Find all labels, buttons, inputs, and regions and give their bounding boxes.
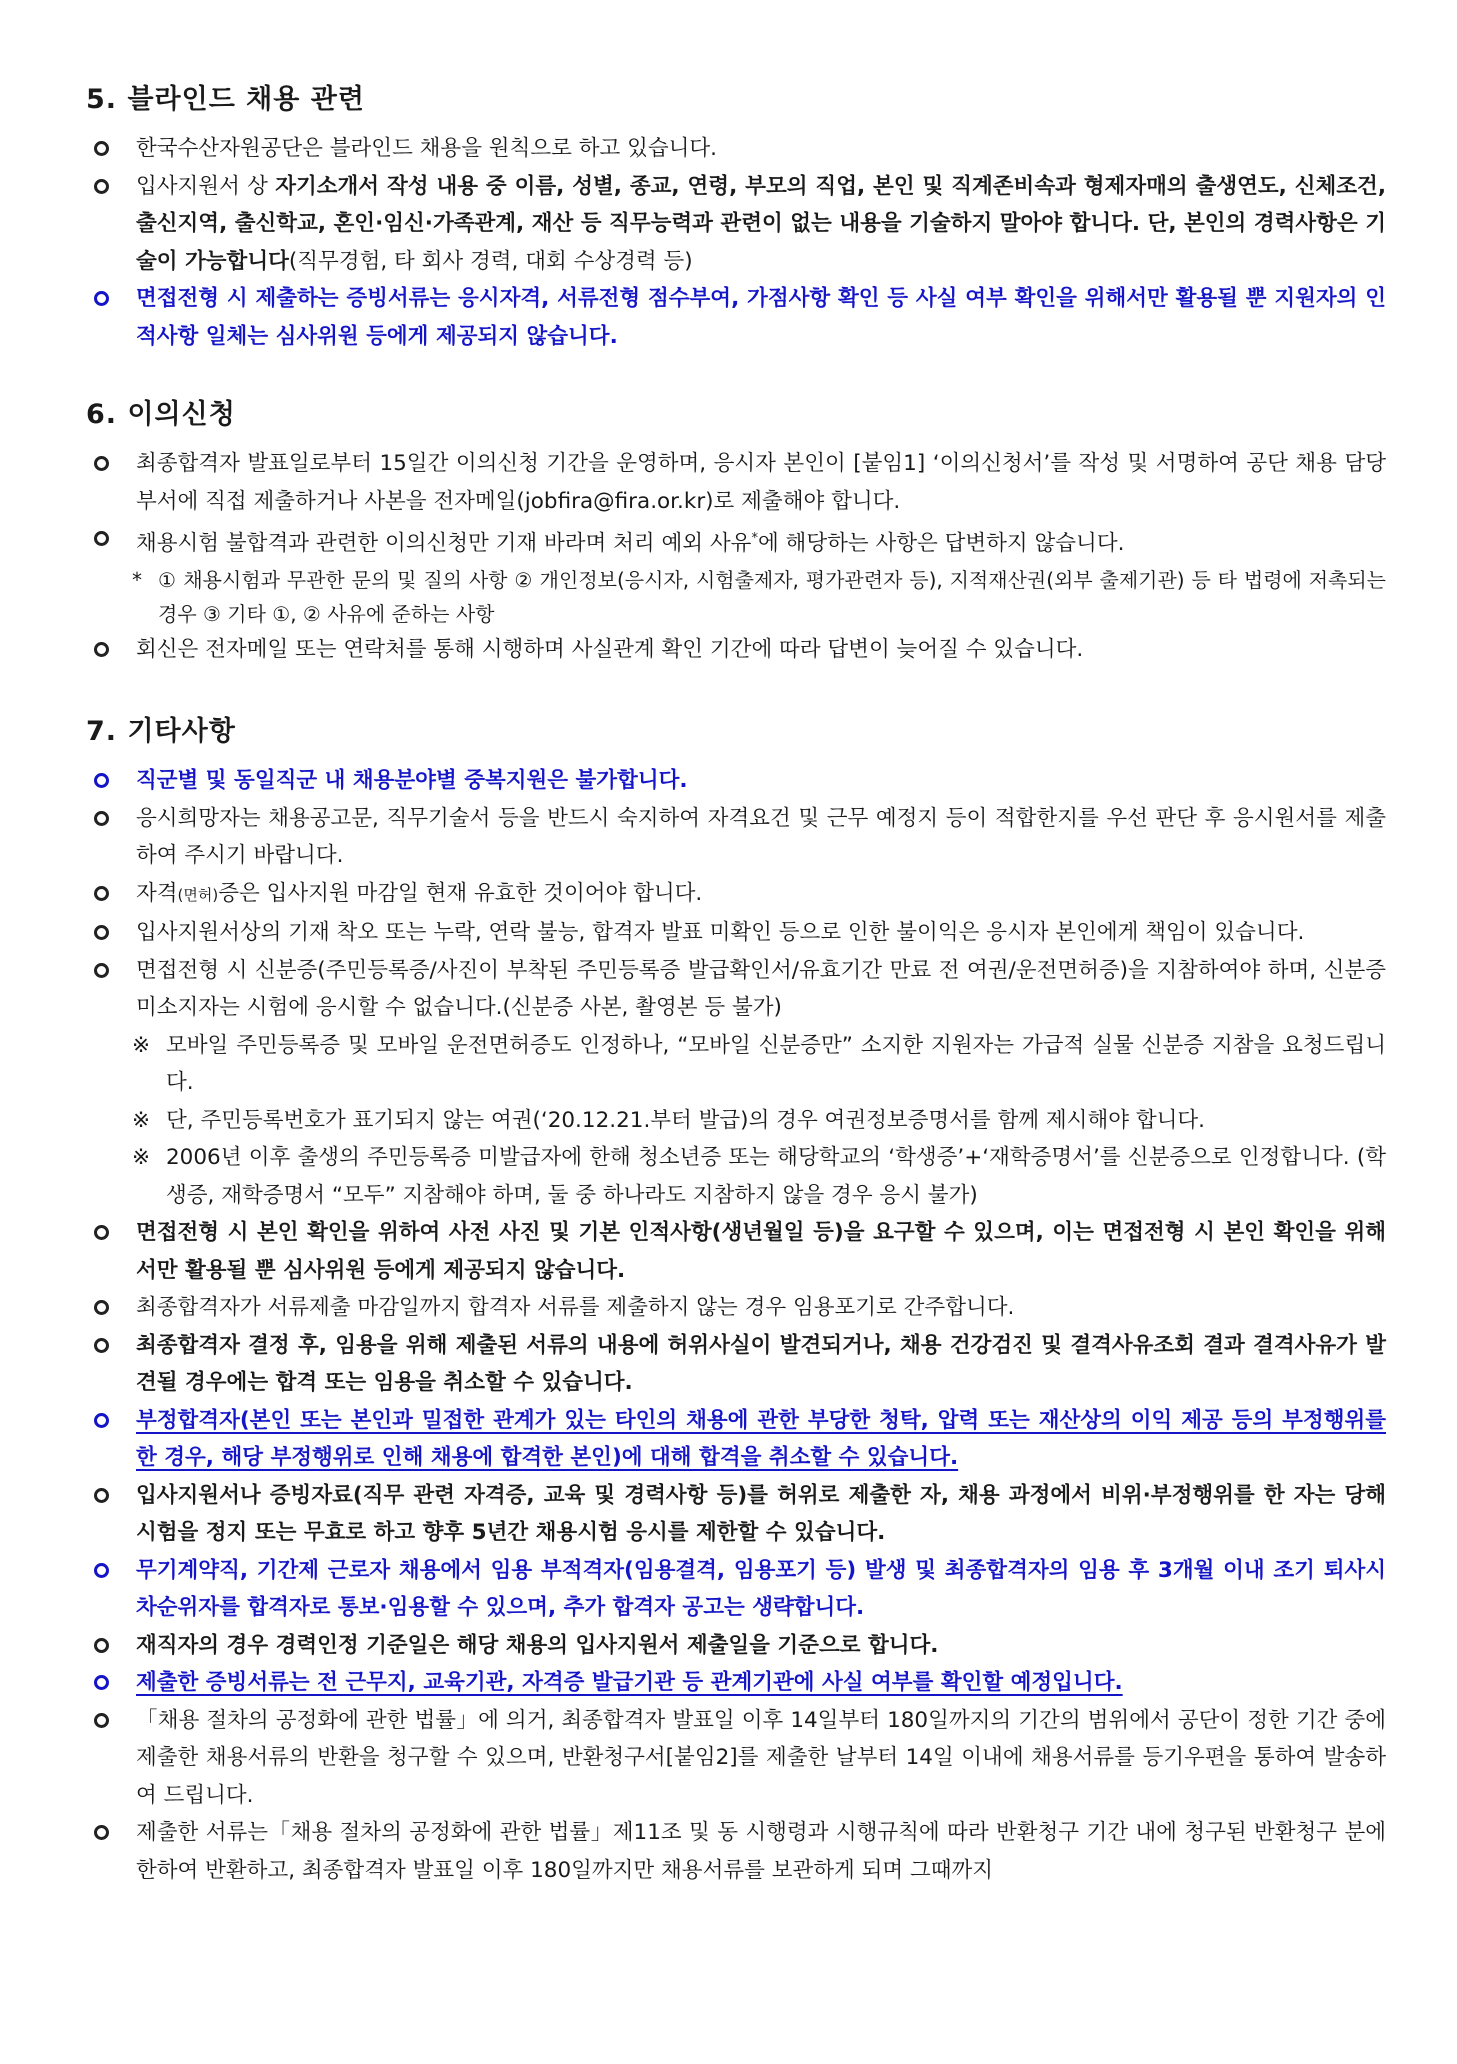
footnote: * ① 채용시험과 무관한 문의 및 질의 사항 ② 개인정보(응시자, 시험출제자, 평가관련자 등), 지적재산권(외부 출제기관) 등 타 법령에 저촉되는 경우 ③ 기타 ①, ② 사유에 준하는 사항	[132, 567, 1386, 626]
list-item: 재직자의 경우 경력인정 기준일은 해당 채용의 입사지원서 제출일을 기준으로 합니다.	[86, 1627, 1386, 1665]
list-item: 입사지원서나 증빙자료(직무 관련 자격증, 교육 및 경력사항 등)를 허위로 제출한 자, 채용 과정에서 비위·부정행위를 한 자는 당해 시험을 정지 또는 무효로 하고 향후 5년간 채용시험 응시를 제한할 수 있습니다.	[86, 1477, 1386, 1552]
bullet-icon	[94, 925, 109, 940]
bullet-icon	[94, 886, 109, 901]
list-item: 최종합격자 발표일로부터 15일간 이의신청 기간을 운영하며, 응시자 본인이 [붙임1] ‘이의신청서’를 작성 및 서명하여 공단 채용 담당 부서에 직접 제출하거나 사본을 전자메일(jobfira@fira.or.kr)로 제출해야 합니다.	[86, 445, 1386, 520]
list-item: 응시희망자는 채용공고문, 직무기술서 등을 반드시 숙지하여 자격요건 및 근무 예정지 등이 적합한지를 우선 판단 후 응시원서를 제출하여 주시기 바랍니다.	[86, 800, 1386, 875]
list-item: 「채용 절차의 공정화에 관한 법률」에 의거, 최종합격자 발표일 이후 14일부터 180일까지의 기간의 범위에서 공단이 정한 기간 중에 제출한 채용서류의 반환을 청구할 수 있으며, 반환청구서[붙임2]를 제출한 날부터 14일 이내에 채용서류를 등기우편을 통하여 발송하여 드립니다.	[86, 1702, 1386, 1815]
list-item: 최종합격자가 서류제출 마감일까지 합격자 서류를 제출하지 않는 경우 임용포기로 간주합니다.	[86, 1289, 1386, 1327]
list-item: 면접전형 시 신분증(주민등록증/사진이 부착된 주민등록증 발급확인서/유효기간 만료 전 여권/운전면허증)을 지참하여야 하며, 신분증 미소지자는 시험에 응시할 수 없습니다.(신분증 사본, 촬영본 등 불가)	[86, 952, 1386, 1027]
bullet-icon	[94, 179, 109, 194]
list-item: 면접전형 시 제출하는 증빙서류는 응시자격, 서류전형 점수부여, 가점사항 확인 등 사실 여부 확인을 위해서만 활용될 뿐 지원자의 인적사항 일체는 심사위원 등에게 제공되지 않습니다.	[86, 280, 1386, 355]
section-blind-hiring	[86, 78, 1386, 355]
list-item: 자격(면허)증은 입사지원 마감일 현재 유효한 것이어야 합니다.	[86, 875, 1386, 915]
list-item: 회신은 전자메일 또는 연락처를 통해 시행하며 사실관계 확인 기간에 따라 답변이 늦어질 수 있습니다.	[86, 631, 1386, 669]
list-item: 한국수산자원공단은 블라인드 채용을 원칙으로 하고 있습니다.	[86, 130, 1386, 168]
list-item: 직군별 및 동일직군 내 채용분야별 중복지원은 불가합니다.	[86, 762, 1386, 800]
list-item: 최종합격자 결정 후, 임용을 위해 제출된 서류의 내용에 허위사실이 발견되거나, 채용 건강검진 및 결격사유조회 결과 결격사유가 발견될 경우에는 합격 또는 임용을 취소할 수 있습니다.	[86, 1327, 1386, 1402]
list-item: 입사지원서상의 기재 착오 또는 누락, 연락 불능, 합격자 발표 미확인 등으로 인한 불이익은 응시자 본인에게 책임이 있습니다.	[86, 914, 1386, 952]
bullet-icon	[94, 1413, 109, 1428]
section-misc	[86, 710, 1386, 1889]
bullet-icon	[94, 773, 109, 788]
list-item: 부정합격자(본인 또는 본인과 밀접한 관계가 있는 타인의 채용에 관한 부당한 청탁, 압력 또는 재산상의 이익 제공 등의 부정행위를 한 경우, 해당 부정행위로 인해 채용에 합격한 본인)에 대해 합격을 취소할 수 있습니다.	[86, 1402, 1386, 1477]
bullet-icon	[94, 642, 109, 657]
section-heading: 6. 이의신청	[86, 399, 236, 430]
bullet-icon	[94, 291, 109, 306]
reference-note: ※ 단, 주민등록번호가 표기되지 않는 여권(‘20.12.21.부터 발급)의 경우 여권정보증명서를 함께 제시해야 합니다.	[132, 1107, 1205, 1133]
bullet-icon	[94, 811, 109, 826]
bullet-icon	[94, 1638, 109, 1653]
bullet-icon	[94, 1713, 109, 1728]
bullet-icon	[94, 1825, 109, 1840]
bullet-icon	[94, 456, 109, 471]
section-heading: 7. 기타사항	[86, 716, 236, 747]
bullet-icon	[94, 1338, 109, 1353]
reference-note: ※ 2006년 이후 출생의 주민등록증 미발급자에 한해 청소년증 또는 해당학교의 ‘학생증’+‘재학증명서’를 신분증으로 인정합니다. (학생증, 재학증명서 “모두” 지참해야 하며, 둘 중 하나라도 지참하지 않을 경우 응시 불가)	[132, 1145, 1386, 1208]
list-item: 입사지원서 상 자기소개서 작성 내용 중 이름, 성별, 종교, 연령, 부모의 직업, 본인 및 직계존비속과 형제자매의 출생연도, 신체조건, 출신지역, 출신학교, 혼인·임신·가족관계, 재산 등 직무능력과 관련이 없는 내용을 기술하지 말아야 합니다. 단, 본인의 경력사항은 기술이 가능합니다(직무경험, 타 회사 경력, 대회 수상경력 등)	[86, 168, 1386, 281]
bullet-icon	[94, 963, 109, 978]
bullet-icon	[94, 1488, 109, 1503]
list-item: 제출한 서류는「채용 절차의 공정화에 관한 법률」제11조 및 동 시행령과 시행규칙에 따라 반환청구 기간 내에 청구된 반환청구 분에 한하여 반환하고, 최종합격자 발표일 이후 180일까지만 채용서류를 보관하게 되며 그때까지	[86, 1814, 1386, 1889]
list-item: 면접전형 시 본인 확인을 위하여 사전 사진 및 기본 인적사항(생년월일 등)을 요구할 수 있으며, 이는 면접전형 시 본인 확인을 위해서만 활용될 뿐 심사위원 등에게 제공되지 않습니다.	[86, 1214, 1386, 1289]
section-heading: 5. 블라인드 채용 관련	[86, 84, 365, 115]
list-item: 무기계약직, 기간제 근로자 채용에서 임용 부적격자(임용결격, 임용포기 등) 발생 및 최종합격자의 임용 후 3개월 이내 조기 퇴사시 차순위자를 합격자로 통보·임용할 수 있으며, 추가 합격자 공고는 생략합니다.	[86, 1552, 1386, 1627]
bullet-icon	[94, 141, 109, 156]
bullet-icon	[94, 1563, 109, 1578]
bullet-icon	[94, 1300, 109, 1315]
list-item: 채용시험 불합격과 관련한 이의신청만 기재 바라며 처리 예외 사유*에 해당하는 사항은 답변하지 않습니다.	[86, 520, 1386, 563]
section-objection	[86, 393, 1386, 668]
list-item: 제출한 증빙서류는 전 근무지, 교육기관, 자격증 발급기관 등 관계기관에 사실 여부를 확인할 예정입니다.	[86, 1664, 1386, 1702]
bullet-icon	[94, 531, 109, 546]
bullet-icon	[94, 1675, 109, 1690]
bullet-icon	[94, 1225, 109, 1240]
reference-note: ※ 모바일 주민등록증 및 모바일 운전면허증도 인정하나, “모바일 신분증만” 소지한 지원자는 가급적 실물 신분증 지참을 요청드립니다.	[132, 1032, 1386, 1095]
